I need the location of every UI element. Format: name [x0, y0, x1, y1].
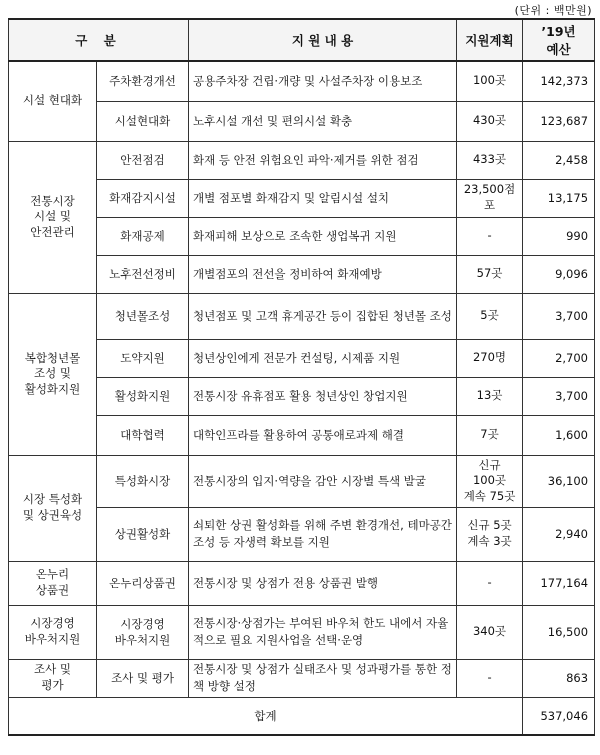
amount-cell: 123,687	[523, 101, 595, 141]
amount-cell: 177,164	[523, 561, 595, 605]
category-cell: 시장경영 바우처지원	[9, 605, 97, 659]
table-row	[9, 507, 595, 561]
header-budget	[523, 19, 595, 61]
description-cell: 청년점포 및 고객 휴게공간 등이 집합된 청년몰 조성	[189, 293, 457, 339]
description-cell: 전통시장의 입지·역량을 감안 시장별 특색 발굴	[189, 455, 457, 507]
item-cell: 시설현대화	[97, 101, 189, 141]
unit-note: (단위 : 백만원)	[514, 4, 592, 17]
description-cell: 화재피해 보상으로 조속한 생업복귀 지원	[189, 217, 457, 255]
table-body	[9, 61, 595, 735]
plan-cell: 신규 5곳 계속 3곳	[457, 507, 523, 561]
table-row	[9, 293, 595, 339]
description-cell: 청년상인에게 전문가 컨설팅, 시제품 지원	[189, 339, 457, 377]
item-cell: 청년몰조성	[97, 293, 189, 339]
item-cell: 시장경영 바우처지원	[97, 605, 189, 659]
plan-cell: 7곳	[457, 415, 523, 455]
amount-cell: 863	[523, 659, 595, 697]
description-cell: 쇠퇴한 상권 활성화를 위해 주변 환경개선, 테마공간 조성 등 자생력 확보를 지원	[189, 507, 457, 561]
budget-table	[8, 18, 595, 736]
amount-cell: 142,373	[523, 61, 595, 101]
description-cell: 화재 등 안전 위험요인 파악·제거를 위한 점검	[189, 141, 457, 179]
table-row	[9, 217, 595, 255]
total-label: 합계	[9, 697, 523, 735]
item-cell: 특성화시장	[97, 455, 189, 507]
plan-cell: 100곳	[457, 61, 523, 101]
header-category-label: 구 분	[75, 33, 122, 48]
description-cell: 전통시장 유휴점포 활용 청년상인 창업지원	[189, 377, 457, 415]
description-cell: 전통시장·상점가는 부여된 바우처 한도 내에서 자율적으로 필요 지원사업을 선택·운영	[189, 605, 457, 659]
category-cell: 조사 및 평가	[9, 659, 97, 697]
plan-cell: 433곳	[457, 141, 523, 179]
plan-cell: -	[457, 659, 523, 697]
table-row	[9, 455, 595, 507]
amount-cell: 2,458	[523, 141, 595, 179]
description-cell: 노후시설 개선 및 편의시설 확충	[189, 101, 457, 141]
category-cell: 전통시장 시설 및 안전관리	[9, 141, 97, 293]
amount-cell: 2,940	[523, 507, 595, 561]
table-row	[9, 605, 595, 659]
table-row	[9, 659, 595, 697]
plan-cell: 23,500점포	[457, 179, 523, 217]
amount-cell: 1,600	[523, 415, 595, 455]
total-row	[9, 697, 595, 735]
item-cell: 노후전선정비	[97, 255, 189, 293]
description-cell: 전통시장 및 상점가 전용 상품권 발행	[189, 561, 457, 605]
description-cell: 개별점포의 전선을 정비하여 화재예방	[189, 255, 457, 293]
item-cell: 안전점검	[97, 141, 189, 179]
category-cell: 시설 현대화	[9, 61, 97, 141]
amount-cell: 3,700	[523, 377, 595, 415]
category-cell: 시장 특성화 및 상권육성	[9, 455, 97, 561]
amount-cell: 16,500	[523, 605, 595, 659]
item-cell: 상권활성화	[97, 507, 189, 561]
plan-cell: 270명	[457, 339, 523, 377]
header-plan: 지원계획	[457, 19, 523, 61]
item-cell: 화재공제	[97, 217, 189, 255]
table-row	[9, 339, 595, 377]
table-row	[9, 561, 595, 605]
amount-cell: 13,175	[523, 179, 595, 217]
total-amount: 537,046	[523, 697, 595, 735]
description-cell: 대학인프라를 활용하여 공통애로과제 해결	[189, 415, 457, 455]
description-cell: 개별 점포별 화재감지 및 알림시설 설치	[189, 179, 457, 217]
header-budget-year: ’19년	[541, 24, 576, 39]
amount-cell: 3,700	[523, 293, 595, 339]
amount-cell: 36,100	[523, 455, 595, 507]
table-row	[9, 179, 595, 217]
plan-cell: -	[457, 561, 523, 605]
table-row	[9, 255, 595, 293]
plan-cell: 430곳	[457, 101, 523, 141]
header-budget-label: 예산	[546, 42, 571, 57]
item-cell: 활성화지원	[97, 377, 189, 415]
table-row	[9, 415, 595, 455]
table-row	[9, 101, 595, 141]
plan-cell: 신규 100곳 계속 75곳	[457, 455, 523, 507]
header-content-label: 지 원 내 용	[291, 33, 354, 48]
category-cell: 온누리 상품권	[9, 561, 97, 605]
item-cell: 화재감지시설	[97, 179, 189, 217]
table-row	[9, 61, 595, 101]
plan-cell: 13곳	[457, 377, 523, 415]
table-row	[9, 141, 595, 179]
header-content	[189, 19, 457, 61]
item-cell: 조사 및 평가	[97, 659, 189, 697]
description-cell: 공용주차장 건립·개량 및 사설주차장 이용보조	[189, 61, 457, 101]
amount-cell: 9,096	[523, 255, 595, 293]
plan-cell: 5곳	[457, 293, 523, 339]
item-cell: 온누리상품권	[97, 561, 189, 605]
item-cell: 주차환경개선	[97, 61, 189, 101]
header-category	[9, 19, 189, 61]
amount-cell: 2,700	[523, 339, 595, 377]
item-cell: 대학협력	[97, 415, 189, 455]
amount-cell: 990	[523, 217, 595, 255]
plan-cell: -	[457, 217, 523, 255]
description-cell: 전통시장 및 상점가 실태조사 및 성과평가를 통한 정책 방향 설정	[189, 659, 457, 697]
table-header	[9, 19, 595, 61]
category-cell: 복합청년몰 조성 및 활성화지원	[9, 293, 97, 455]
plan-cell: 340곳	[457, 605, 523, 659]
table-row	[9, 377, 595, 415]
item-cell: 도약지원	[97, 339, 189, 377]
plan-cell: 57곳	[457, 255, 523, 293]
